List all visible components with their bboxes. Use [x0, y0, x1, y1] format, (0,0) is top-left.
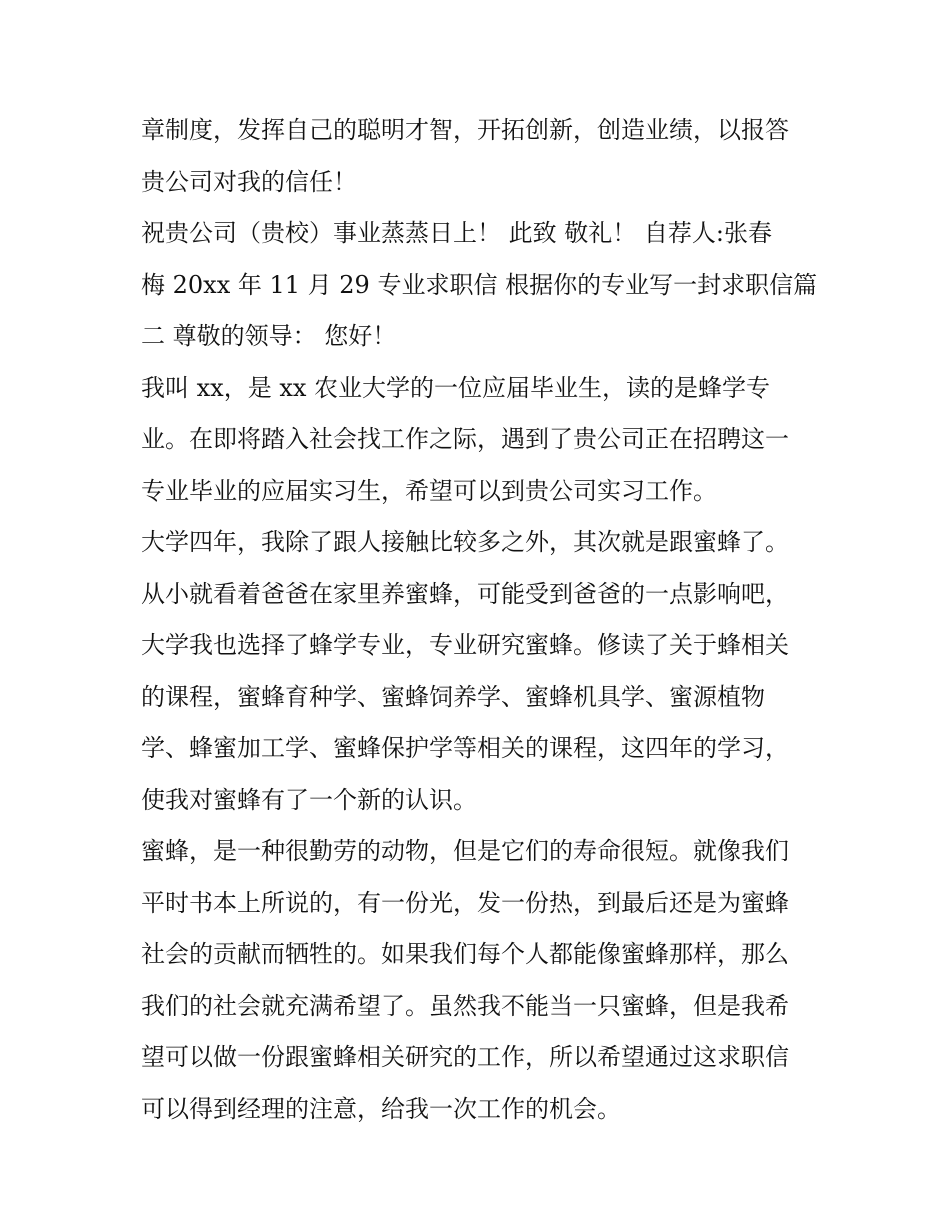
- text-line-15: 蜜蜂，是一种很勤劳的动物，但是它们的寿命很短。就像我们: [141, 837, 789, 865]
- text-line-6: 我叫 xx，是 xx 农业大学的一位应届毕业生，读的是蜂学专: [141, 373, 771, 402]
- text-line-18: 我们的社会就充满希望了。虽然我不能当一只蜜蜂，但是我希: [141, 991, 789, 1020]
- text-line-17: 社会的贡献而牺牲的。如果我们每个人都能像蜜蜂那样，那么: [141, 940, 789, 968]
- text-line-3: 祝贵公司（贵校）事业蒸蒸日上！ 此致 敬礼！ 自荐人:张春: [141, 219, 772, 247]
- document-page: [141, 108, 821, 1138]
- text-line-9: 大学四年，我除了跟人接触比较多之外，其次就是跟蜜蜂了。: [141, 528, 789, 556]
- text-line-16: 平时书本上所说的，有一份光，发一份热，到最后还是为蜜蜂: [141, 888, 789, 917]
- text-line-7: 业。在即将踏入社会找工作之际，遇到了贵公司正在招聘这一: [141, 425, 789, 453]
- text-line-14: 使我对蜜蜂有了一个新的认识。: [141, 785, 477, 814]
- text-line-10: 从小就看着爸爸在家里养蜜蜂，可能受到爸爸的一点影响吧，: [141, 579, 789, 608]
- text-line-11: 大学我也选择了蜂学专业，专业研究蜜蜂。修读了关于蜂相关: [141, 631, 789, 659]
- text-line-19: 望可以做一份跟蜜蜂相关研究的工作，所以希望通过这求职信: [141, 1043, 789, 1071]
- text-line-4: 梅 20xx 年 11 月 29 专业求职信 根据你的专业写一封求职信篇: [141, 270, 818, 299]
- text-line-1: 章制度，发挥自己的聪明才智，开拓创新，创造业绩，以报答: [141, 116, 789, 144]
- text-line-8: 专业毕业的应届实习生，希望可以到贵公司实习工作。: [141, 476, 717, 505]
- text-line-13: 学、蜂蜜加工学、蜜蜂保护学等相关的课程，这四年的学习，: [141, 734, 789, 762]
- text-line-2: 贵公司对我的信任！: [141, 167, 357, 196]
- text-line-20: 可以得到经理的注意，给我一次工作的机会。: [141, 1094, 621, 1123]
- text-line-5: 二 尊敬的领导： 您好！: [141, 322, 397, 350]
- text-line-12: 的课程，蜜蜂育种学、蜜蜂饲养学、蜜蜂机具学、蜜源植物: [141, 682, 765, 711]
